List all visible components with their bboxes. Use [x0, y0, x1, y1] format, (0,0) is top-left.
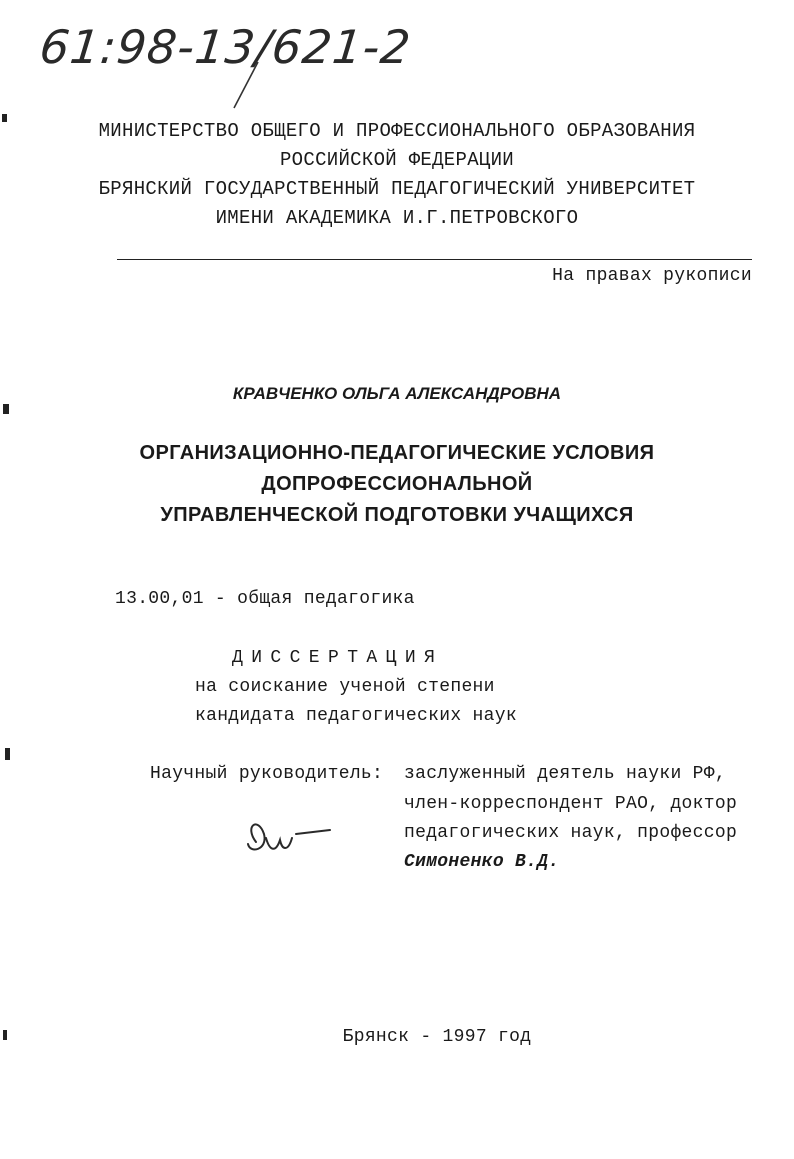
supervisor-label: Научный руководитель:	[150, 764, 384, 784]
header-divider	[117, 259, 752, 260]
header-line: ИМЕНИ АКАДЕМИКА И.Г.ПЕТРОВСКОГО	[215, 207, 579, 229]
supervisor-title-line: педагогических наук, профессор	[404, 823, 738, 843]
degree-line-1: на соискание ученой степени	[195, 677, 495, 697]
institution-header	[0, 117, 794, 233]
supervisor-name: Симоненко В.Д.	[404, 852, 560, 872]
rights-note: На правах рукописи	[552, 266, 752, 286]
title-line: ОРГАНИЗАЦИОННО-ПЕДАГОГИЧЕСКИЕ УСЛОВИЯ	[139, 442, 655, 464]
supervisor-title-line: член-корреспондент РАО, доктор	[404, 794, 738, 814]
scan-mark	[3, 404, 9, 414]
author-name: КРАВЧЕНКО ОЛЬГА АЛЕКСАНДРОВНА	[232, 384, 562, 403]
scan-mark	[5, 748, 10, 760]
dissertation-title	[0, 438, 794, 531]
degree-line-2: кандидата педагогических наук	[195, 706, 517, 726]
header-line: БРЯНСКИЙ ГОСУДАРСТВЕННЫЙ ПЕДАГОГИЧЕСКИЙ УНИВЕРСИТЕТ	[98, 178, 696, 200]
archive-code-underline-stroke	[228, 60, 268, 112]
title-line: ДОПРОФЕССИОНАЛЬНОЙ	[261, 473, 533, 495]
archive-code-handwritten: 61:98-13/621-2	[37, 20, 414, 74]
specialty-code: 13.00,01 - общая педагогика	[115, 589, 415, 609]
dissertation-label: ДИССЕРТАЦИЯ	[232, 648, 444, 668]
header-line: МИНИСТЕРСТВО ОБЩЕГО И ПРОФЕССИОНАЛЬНОГО ОБРАЗОВАНИЯ	[98, 120, 696, 142]
signature-mark	[236, 812, 336, 862]
header-line: РОССИЙСКОЙ ФЕДЕРАЦИИ	[279, 149, 515, 171]
supervisor-title-line: заслуженный деятель науки РФ,	[404, 764, 726, 784]
city-year: Брянск - 1997 год	[342, 1027, 532, 1047]
title-line: УПРАВЛЕНЧЕСКОЙ ПОДГОТОВКИ УЧАЩИХСЯ	[160, 504, 634, 526]
